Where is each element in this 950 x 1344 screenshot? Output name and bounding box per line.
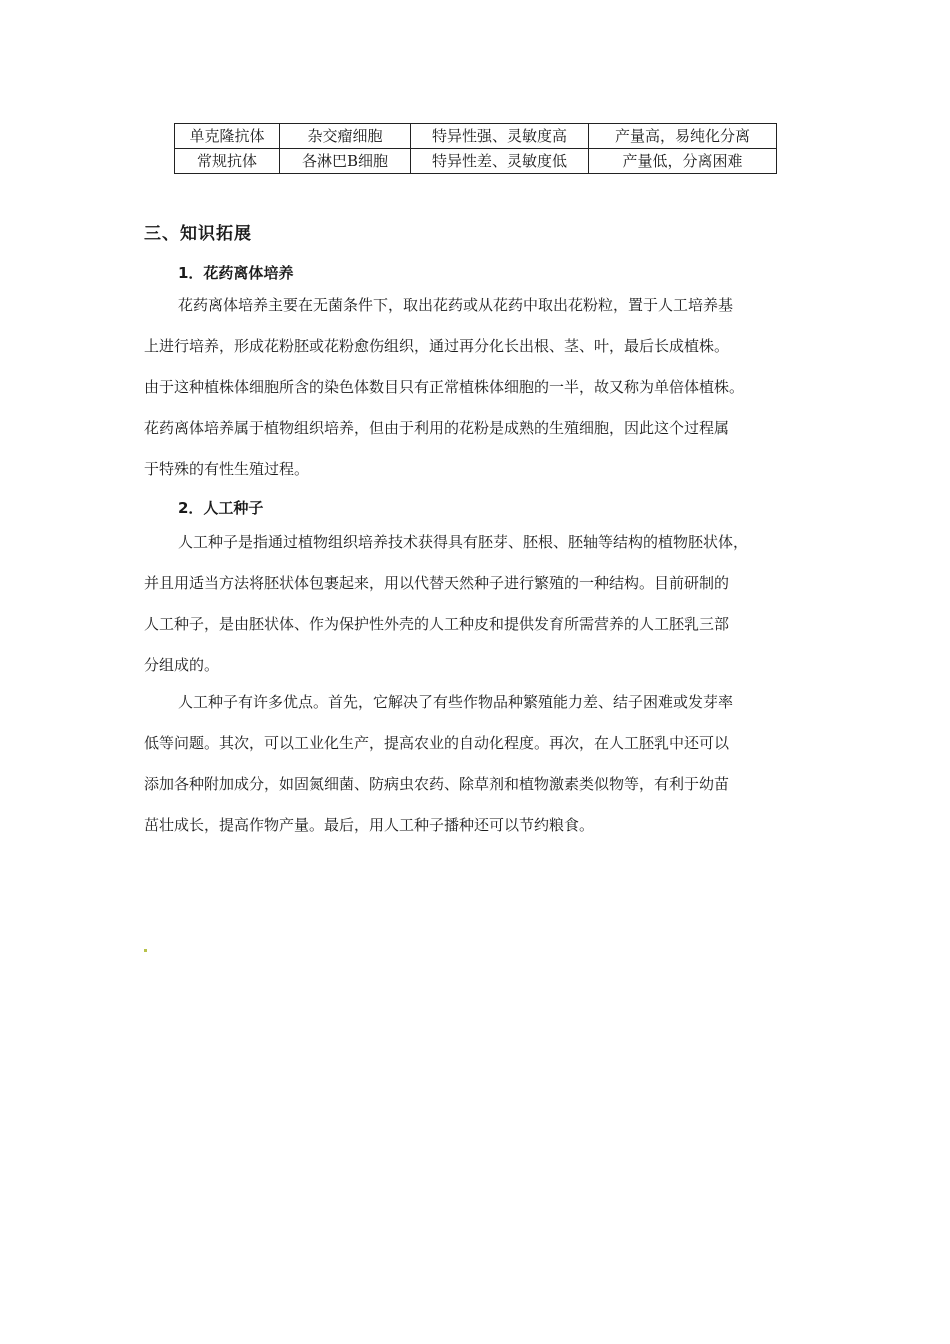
table-cell: 杂交瘤细胞	[280, 124, 411, 149]
table-cell: 单克隆抗体	[175, 124, 280, 149]
paragraph-line: 添加各种附加成分，如固氮细菌、防病虫农药、除草剂和植物激素类似物等，有利于幼苗	[144, 775, 730, 793]
subsection-heading-anther-culture: 1．花药离体培养	[178, 264, 294, 282]
paragraph-line: 人工种子是指通过植物组织培养技术获得具有胚芽、胚根、胚轴等结构的植物胚状体，	[178, 533, 749, 551]
paragraph-line: 上进行培养，形成花粉胚或花粉愈伤组织，通过再分化长出根、茎、叶，最后长成植株。	[144, 337, 730, 355]
table-cell: 产量高，易纯化分离	[589, 124, 777, 149]
paragraph-line: 并且用适当方法将胚状体包裹起来，用以代替天然种子进行繁殖的一种结构。目前研制的	[144, 574, 730, 592]
section-heading: 三、知识拓展	[144, 224, 252, 244]
paragraph-line: 花药离体培养属于植物组织培养，但由于利用的花粉是成熟的生殖细胞，因此这个过程属	[144, 419, 730, 437]
paragraph-artificial-seed-definition	[144, 522, 808, 686]
table-cell: 特异性强、灵敏度高	[411, 124, 589, 149]
decorative-dot	[144, 949, 147, 952]
table-row	[175, 149, 777, 174]
paragraph-line: 由于这种植株体细胞所含的染色体数目只有正常植株体细胞的一半，故又称为单倍体植株。	[144, 378, 745, 396]
subsection-heading-artificial-seed: 2．人工种子	[178, 499, 264, 517]
paragraph-line: 茁壮成长，提高作物产量。最后，用人工种子播种还可以节约粮食。	[144, 816, 595, 834]
paragraph-artificial-seed-advantages	[144, 682, 808, 846]
antibody-comparison-table	[174, 123, 777, 174]
table-cell: 各淋巴B细胞	[280, 149, 411, 174]
paragraph-line: 人工种子，是由胚状体、作为保护性外壳的人工种皮和提供发育所需营养的人工胚乳三部	[144, 615, 730, 633]
paragraph-line: 人工种子有许多优点。首先，它解决了有些作物品种繁殖能力差、结子困难或发芽率	[178, 693, 734, 711]
paragraph-line: 低等问题。其次，可以工业化生产，提高农业的自动化程度。再次，在人工胚乳中还可以	[144, 734, 730, 752]
table-row	[175, 124, 777, 149]
paragraph-anther-culture	[144, 285, 808, 490]
table-cell: 特异性差、灵敏度低	[411, 149, 589, 174]
paragraph-line: 花药离体培养主要在无菌条件下，取出花药或从花药中取出花粉粒，置于人工培养基	[178, 296, 734, 314]
paragraph-line: 分组成的。	[144, 656, 220, 674]
table-cell: 产量低，分离困难	[589, 149, 777, 174]
table-cell: 常规抗体	[175, 149, 280, 174]
paragraph-line: 于特殊的有性生殖过程。	[144, 460, 310, 478]
